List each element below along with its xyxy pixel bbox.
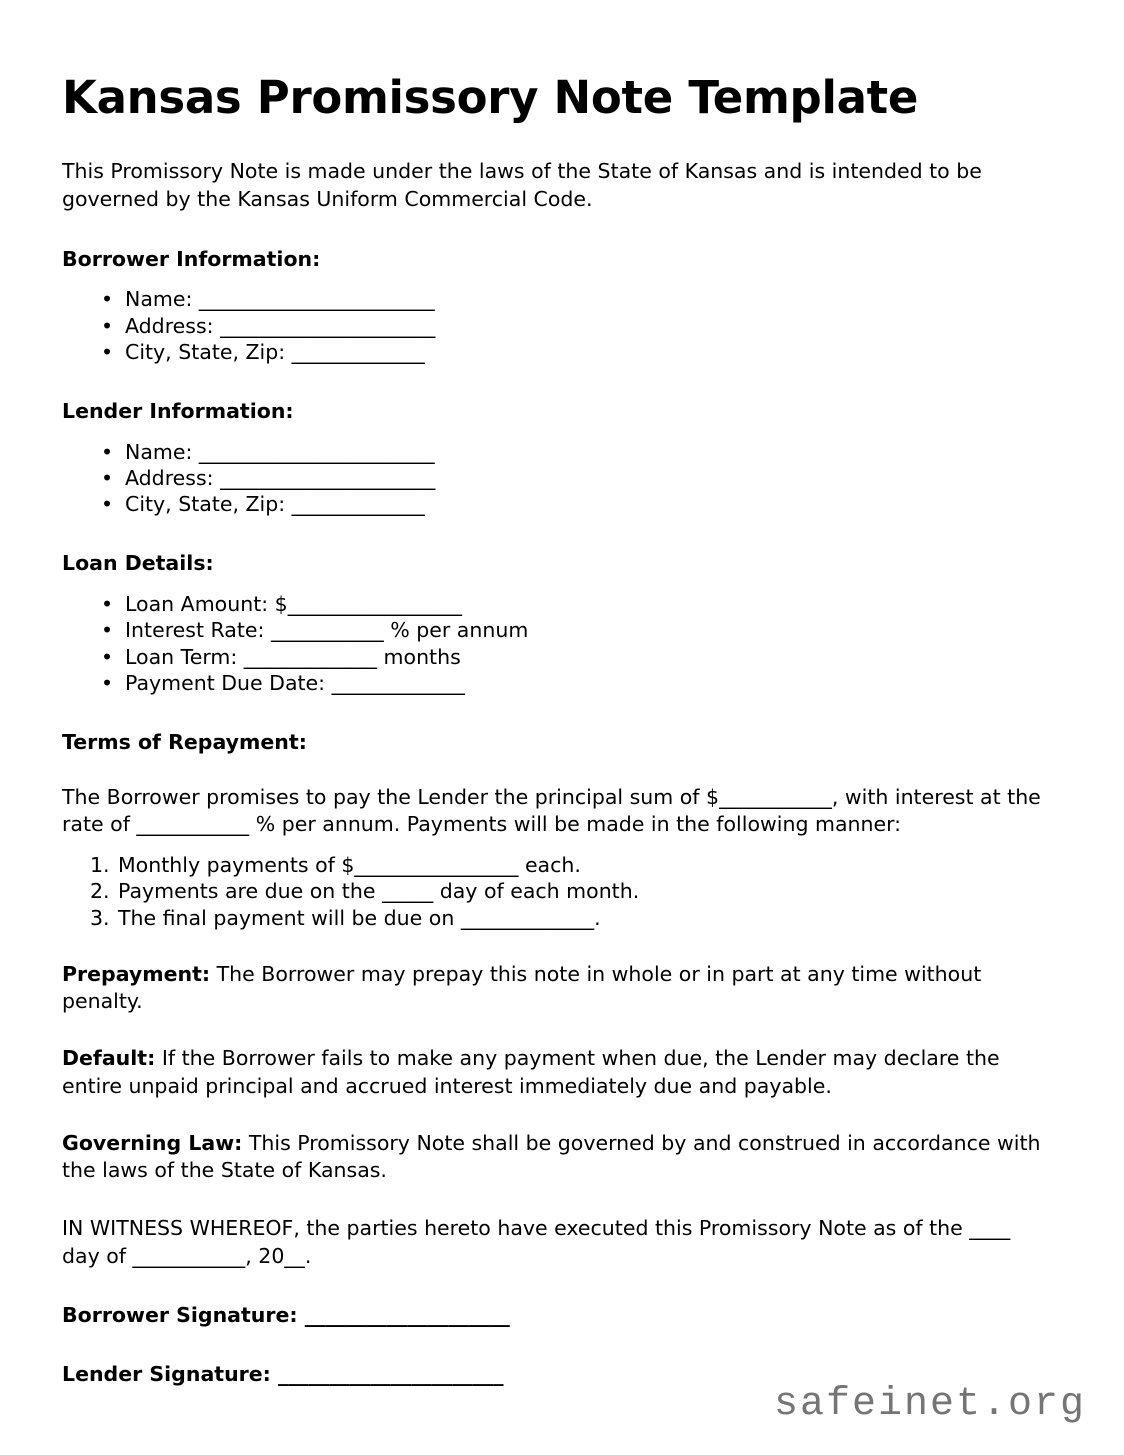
list-item: • Address: _____________________: [96, 465, 1062, 491]
prepayment-label: Prepayment:: [62, 961, 211, 986]
loan-details-heading: Loan Details:: [62, 551, 214, 576]
watermark: safeinet.org: [773, 1382, 1086, 1427]
list-item: • City, State, Zip: _____________: [96, 339, 1062, 365]
intro-paragraph: This Promissory Note is made under the laws of the State of Kansas and is intended to be governed by the Kansas Uniform Commercial Code.: [62, 159, 982, 211]
list-item: • Address: _____________________: [96, 313, 1062, 339]
governing-law-text: This Promissory Note shall be governed by and construed in accordance with the laws of the State of Kansas.: [62, 1130, 1041, 1183]
borrower-signature-line: Borrower Signature: ____________________: [62, 1302, 510, 1327]
governing-law-clause: [62, 1130, 1062, 1185]
loan-details-field-list: [62, 591, 1062, 696]
list-item: • Name: _______________________: [96, 439, 1062, 465]
page-title: Kansas Promissory Note Template: [62, 71, 919, 124]
list-item: • Payment Due Date: _____________: [96, 670, 1062, 696]
list-item: • Loan Amount: $_________________: [96, 591, 1062, 617]
list-item: • City, State, Zip: _____________: [96, 491, 1062, 517]
repayment-terms-list: [62, 852, 1062, 931]
lender-information-heading: Lender Information:: [62, 399, 294, 424]
witness-paragraph: IN WITNESS WHEREOF, the parties hereto have executed this Promissory Note as of the ____ day of ___________, 20__.: [62, 1216, 1011, 1268]
list-item: • Interest Rate: ___________ % per annum: [96, 617, 1062, 643]
list-item: Monthly payments of $________________ each.: [118, 853, 581, 878]
list-item: The final payment will be due on _____________.: [118, 905, 601, 930]
borrower-field-list: [62, 286, 1062, 365]
lender-signature-line: Lender Signature: ______________________: [62, 1361, 504, 1386]
default-clause: [62, 1045, 1062, 1100]
list-item: • Loan Term: _____________ months: [96, 644, 1062, 670]
governing-law-label: Governing Law:: [62, 1130, 243, 1155]
list-item: • Name: _______________________: [96, 286, 1062, 312]
default-text: If the Borrower fails to make any payment when due, the Lender may declare the entire unpaid principal and accrued interest immediately due and payable.: [62, 1046, 1000, 1098]
prepayment-text: The Borrower may prepay this note in whole or in part at any time without penalty.: [62, 961, 982, 1014]
borrower-information-heading: Borrower Information:: [62, 246, 321, 271]
prepayment-clause: [62, 961, 1062, 1016]
lender-field-list: [62, 439, 1062, 518]
terms-paragraph: The Borrower promises to pay the Lender the principal sum of $___________, with interest at the rate of ___________ % per annum. Payments will be made in the following manner:: [62, 784, 1041, 836]
default-label: Default:: [62, 1046, 156, 1071]
terms-of-repayment-heading: Terms of Repayment:: [62, 730, 307, 755]
list-item: Payments are due on the _____ day of each month.: [118, 879, 640, 904]
